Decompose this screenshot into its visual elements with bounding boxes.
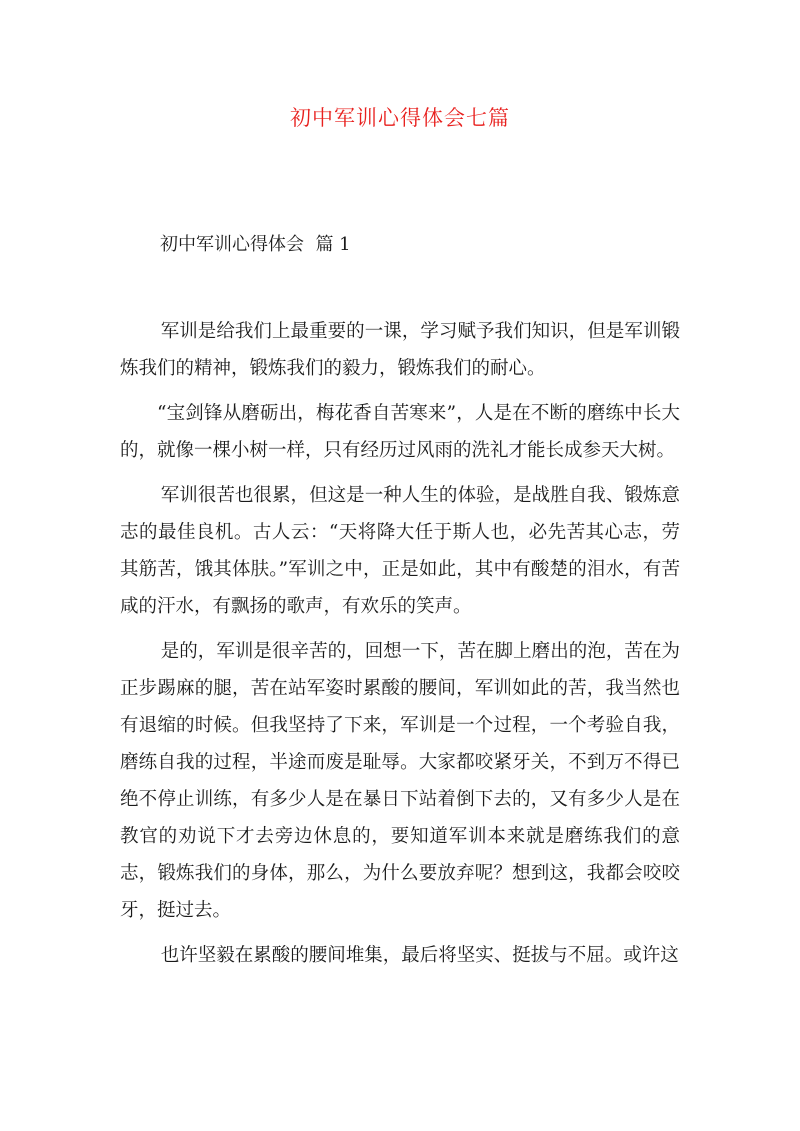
paragraph: 军训是给我们上最重要的一课，学习赋予我们知识，但是军训锻炼我们的精神，锻炼我们的毅力，锻炼我们的耐心。 — [120, 321, 680, 379]
paragraph: 也许坚毅在累酸的腰间堆集，最后将坚实、挺拔与不屈。或许这 — [160, 945, 679, 966]
section-heading: 初中军训心得体会 篇 1 — [160, 234, 351, 255]
document-body — [120, 313, 680, 982]
document-title: 初中军训心得体会七篇 — [290, 106, 510, 130]
paragraph: 是的，军训是很辛苦的，回想一下，苦在脚上磨出的泡，苦在为正步踢麻的腿，苦在站军姿时累酸的腰间，军训如此的苦，我当然也有退缩的时候。但我坚持了下来，军训是一个过程，一个考验自我，磨练自我的过程，半途而废是耻辱。大家都咬紧牙关，不到万不得已绝不停止训练，有多少人是在暴日下站着倒下去的，又有多少人是在教官的劝说下才去旁边休息的，要知道军训本来就是磨练我们的意志，锻炼我们的身体，那么，为什么要放弃呢？想到这，我都会咬咬牙，挺过去。 — [120, 641, 680, 921]
paragraph: “宝剑锋从磨砺出，梅花香自苦寒来”，人是在不断的磨练中长大的，就像一棵小树一样，只有经历过风雨的洗礼才能长成参天大树。 — [120, 403, 680, 461]
paragraph: 军训很苦也很累，但这是一种人生的体验，是战胜自我、锻炼意志的最佳良机。古人云：“天将降大任于斯人也，必先苦其心志，劳其筋苦，饿其体肤。”军训之中，正是如此，其中有酸楚的泪水，有苦咸的汗水，有飘扬的歌声，有欢乐的笑声。 — [120, 485, 680, 617]
